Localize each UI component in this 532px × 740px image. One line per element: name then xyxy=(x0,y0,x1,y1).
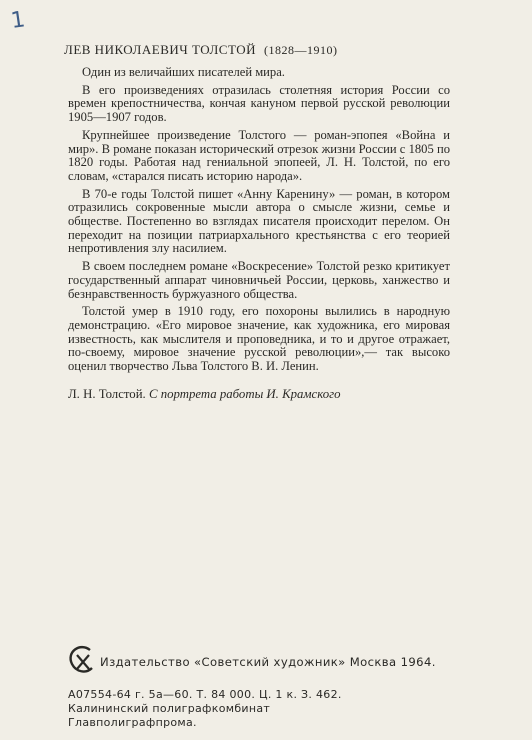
handwritten-mark: 1 xyxy=(9,7,28,34)
paragraph: В своем последнем романе «Воскресение» Толстой резко критикует государственный аппарат чиновничьей России, церковь, ханжество и безнравственность буржуазного общества. xyxy=(68,259,450,301)
imprint-line: Главполиграфпрома. xyxy=(68,716,197,729)
caption-name: Л. Н. Толстой. xyxy=(68,387,146,401)
page-title xyxy=(64,42,338,58)
imprint-line: Калининский полиграфкомбинат xyxy=(68,702,271,715)
publisher-logo-icon xyxy=(68,644,96,676)
paragraph: Крупнейшее произведение Толстого — роман-эпопея «Война и мир». В романе показан исторический отрезок жизни России с 1805 по 1820 годы. Работая над гениальной эпопеей, Л. Н. Толстой, по его словам, «старался писать историю народа». xyxy=(68,127,450,183)
biography-text xyxy=(68,66,450,378)
imprint-line: А07554-64 г. 5а—60. Т. 84 000. Ц. 1 к. З. 462. xyxy=(68,688,342,701)
imprint xyxy=(68,688,342,730)
paragraph: В 70-е годы Толстой пишет «Анну Каренину» — роман, в котором отразились сокровенные мысли автора о смысле жизни, семье и обществе. Постепенно во взглядах писателя происходит перелом. Он переходит на позиции патриархального крестьянства с его теорией непротивления злу насилием. xyxy=(68,186,450,256)
paragraph: В его произведениях отразилась столетняя история России со времен крепостничества, кончая кануном первой русской революции 1905—1907 годов. xyxy=(68,82,450,125)
author-years: (1828—1910) xyxy=(264,43,338,57)
publisher-line: Издательство «Советский художник» Москва 1964. xyxy=(100,655,436,669)
portrait-caption xyxy=(68,387,341,402)
caption-source: С портрета работы И. Крамского xyxy=(148,387,341,401)
paragraph: Один из величайших писателей мира. xyxy=(82,65,285,79)
author-name: ЛЕВ НИКОЛАЕВИЧ ТОЛСТОЙ xyxy=(64,42,256,57)
paragraph: Толстой умер в 1910 году, его похороны вылились в народную демонстрацию. «Его мировое значение, как художника, его мировая известность, как мыслителя и проповедника, и то и другое отражает, по-своему, мировое значение русской революции»,— так высоко оценил творчество Льва Толстого В. И. Ленин. xyxy=(68,304,450,374)
